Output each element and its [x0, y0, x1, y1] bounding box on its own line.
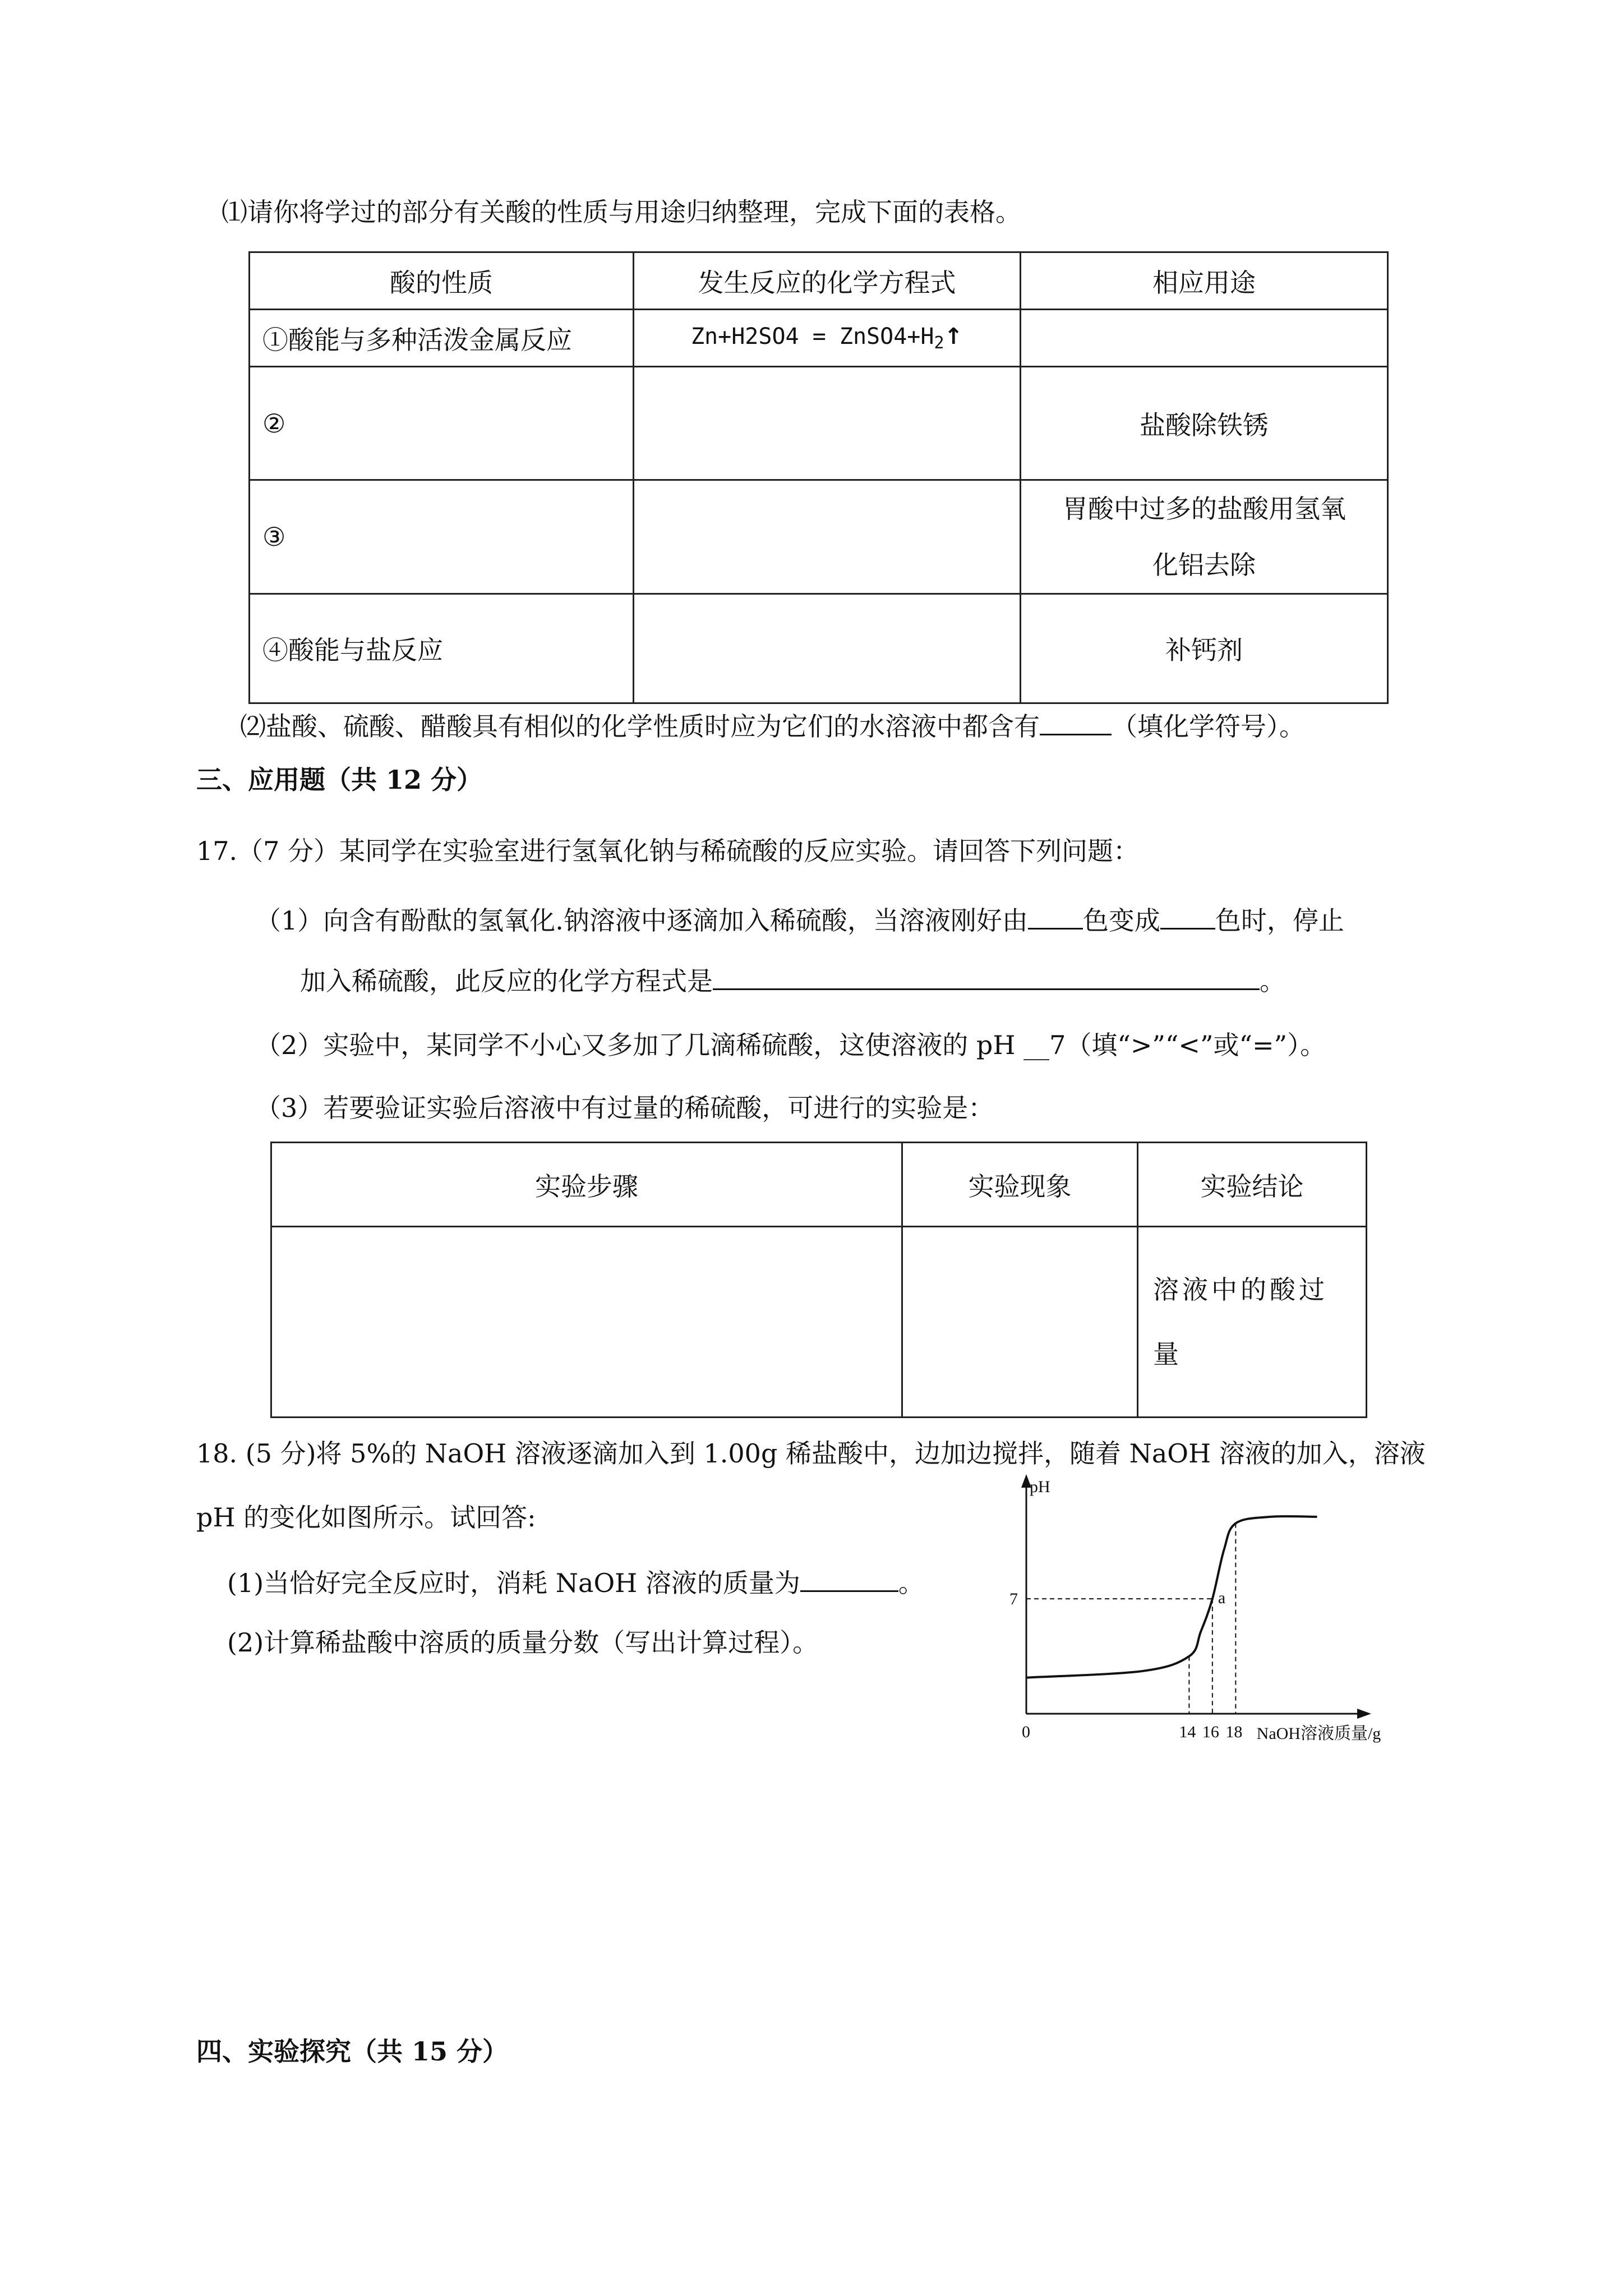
x-tick-label-18: 18	[1225, 1723, 1243, 1741]
phenomenon-cell[interactable]	[902, 1227, 1138, 1418]
property-cell: ①酸能与多种活泼金属反应	[250, 310, 634, 367]
q17-part1	[255, 905, 1344, 936]
table-header-row	[250, 252, 1388, 310]
q17-stem: 17.（7 分）某同学在实验室进行氢氧化钠与稀硫酸的反应实验。请回答下列问题：	[196, 836, 1140, 866]
property-cell: ②	[250, 367, 634, 480]
q18-part1	[227, 1568, 924, 1596]
header-equation: 发生反应的化学方程式	[634, 252, 1021, 310]
equation-cell	[634, 480, 1021, 594]
y-tick-label: 7	[1009, 1590, 1018, 1609]
answer-blank[interactable]	[1040, 711, 1112, 735]
equation-cell	[634, 594, 1021, 703]
header-phenomenon: 实验现象	[902, 1143, 1138, 1227]
h2-subscript: 2	[934, 333, 944, 353]
point-label: a	[1218, 1589, 1226, 1608]
intro-text: ⑴请你将学过的部分有关酸的性质与用途归纳整理，完成下面的表格。	[222, 197, 1021, 227]
conclusion-line-2: 量	[1153, 1338, 1182, 1369]
section-4-heading: 四、实验探究（共 15 分）	[196, 2036, 509, 2067]
use-cell	[1021, 480, 1388, 594]
q18-stem-line2: pH 的变化如图所示。试回答:	[196, 1502, 536, 1533]
use-line-1: 胃酸中过多的盐酸用氢氧	[1062, 494, 1346, 524]
table-row	[271, 1227, 1367, 1418]
table-header-row	[271, 1143, 1367, 1227]
table-row	[250, 480, 1388, 594]
q17-part1-text: （1）向含有酚酞的氢氧化.钠溶液中逐滴加入稀硫酸，当溶液刚好由	[255, 905, 1028, 936]
table-row	[250, 594, 1388, 703]
steps-cell[interactable]	[271, 1227, 902, 1418]
use-cell: 盐酸除铁锈	[1021, 367, 1388, 480]
x-tick-label-14: 14	[1179, 1723, 1196, 1741]
y-axis-label: pH	[1030, 1478, 1050, 1496]
header-use: 相应用途	[1021, 252, 1388, 310]
color-blank-1[interactable]	[1028, 905, 1083, 930]
ph-curve-chart	[993, 1470, 1413, 1750]
use-line-2: 化铝去除	[1152, 550, 1256, 580]
x-axis-arrow-icon	[1357, 1709, 1371, 1719]
equation-cell	[634, 310, 1021, 367]
q18-stem: 18. (5 分)将 5%的 NaOH 溶液逐滴加入到 1.00g 稀盐酸中，边加边搅拌，随着 NaOH 溶液的加入，溶液	[196, 1438, 1426, 1469]
q17-part3: （3）若要验证实验后溶液中有过量的稀硫酸，可进行的实验是：	[255, 1093, 994, 1123]
acid-properties-table	[248, 251, 1389, 704]
question-2-text: ⑵盐酸、硫酸、醋酸具有相似的化学性质时应为它们的水溶液中都含有	[240, 711, 1040, 742]
chart-axes	[1021, 1474, 1371, 1719]
mass-blank[interactable]	[800, 1568, 898, 1592]
x-axis-label: NaOH溶液质量/g	[1256, 1724, 1381, 1743]
q17-part1-end: 色时，停止	[1215, 905, 1344, 936]
table-row	[250, 367, 1388, 480]
q17-part2: （2）实验中，某同学不小心又多加了几滴稀硫酸，这使溶液的 pH __7（填“>”“<”或“=”）。	[255, 1030, 1326, 1060]
header-conclusion: 实验结论	[1138, 1143, 1367, 1227]
question-2-suffix: （填化学符号）。	[1112, 711, 1305, 742]
experiment-table	[270, 1142, 1367, 1418]
q17-part1-mid: 色变成	[1082, 905, 1160, 936]
q17-part1-line2	[300, 966, 1285, 994]
table-row	[250, 310, 1388, 367]
color-blank-2[interactable]	[1160, 905, 1215, 930]
q18-part1-text: (1)当恰好完全反应时，消耗 NaOH 溶液的质量为	[227, 1568, 800, 1598]
use-cell: 补钙剂	[1021, 594, 1388, 703]
equation-cell	[634, 367, 1021, 480]
property-cell: ③	[250, 480, 634, 594]
q17-period: 。	[1260, 966, 1285, 996]
chart-labels	[1009, 1478, 1381, 1743]
q18-part2: (2)计算稀盐酸中溶质的质量分数（写出计算过程）。	[227, 1627, 819, 1658]
question-2	[240, 711, 1305, 742]
equation-blank[interactable]	[713, 966, 1260, 990]
x-tick-label-16: 16	[1202, 1723, 1219, 1741]
header-property: 酸的性质	[250, 252, 634, 310]
conclusion-cell	[1138, 1227, 1367, 1418]
origin-label: 0	[1022, 1723, 1030, 1741]
conclusion-line-1: 溶液中的酸过	[1153, 1274, 1328, 1305]
use-cell	[1021, 310, 1388, 367]
q17-equation-prompt: 加入稀硫酸，此反应的化学方程式是	[300, 966, 713, 996]
q18-period: 。	[898, 1568, 924, 1598]
ph-curve	[1026, 1516, 1317, 1678]
gas-arrow-icon: ↑	[944, 323, 963, 349]
chart-guide-lines	[1026, 1524, 1235, 1714]
equation-text: Zn+H2SO4 = ZnSO4+H	[690, 323, 934, 349]
property-cell: ④酸能与盐反应	[250, 594, 634, 703]
header-steps: 实验步骤	[271, 1143, 902, 1227]
section-3-heading: 三、应用题（共 12 分）	[196, 765, 483, 795]
